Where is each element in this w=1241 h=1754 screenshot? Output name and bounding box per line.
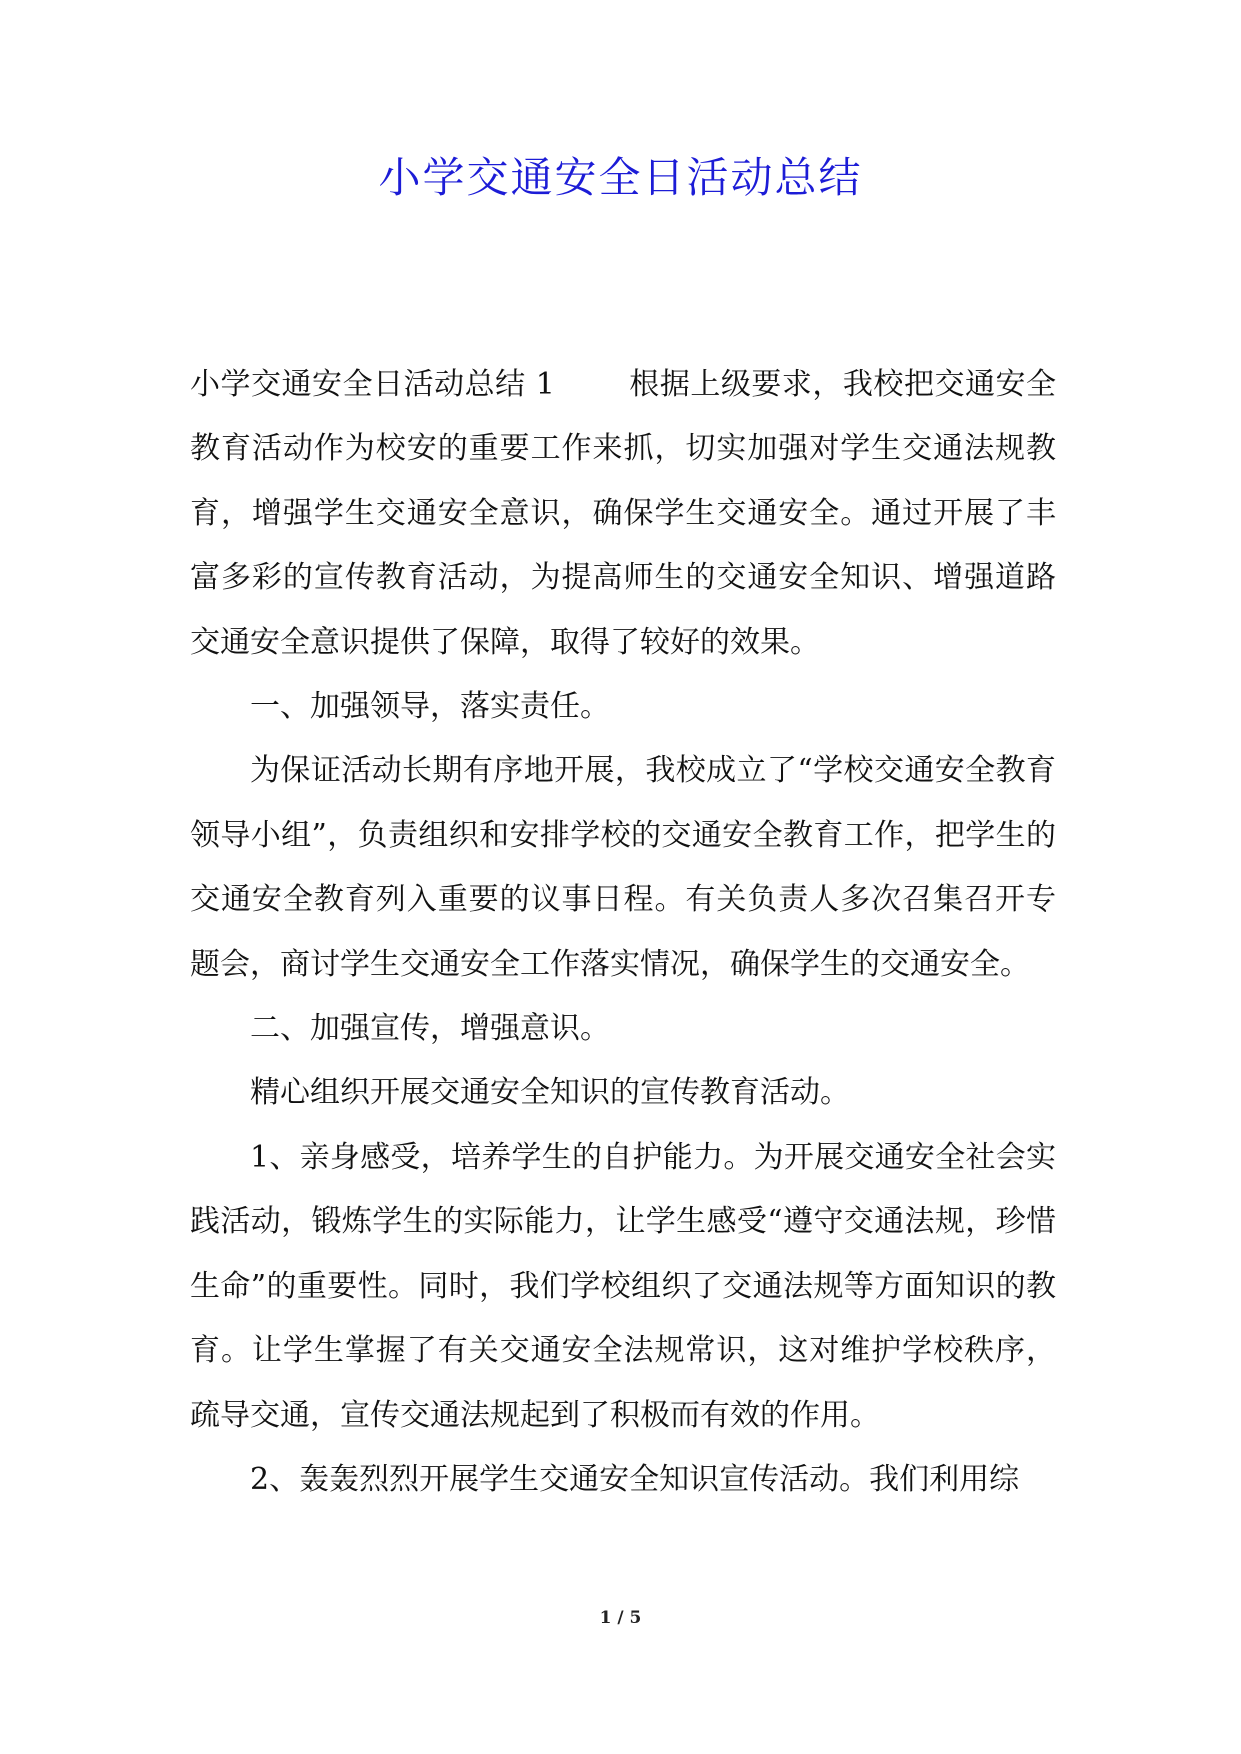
document-title: 小学交通安全日活动总结 (378, 153, 863, 202)
body-paragraph: 精心组织开展交通安全知识的宣传教育活动。 (250, 1075, 850, 1111)
intro-text: 根据上级要求，我校把交通安全教育活动作为校安的重要工作来抓，切实加强对学生交通法规教育，增强学生交通安全意识，确保学生交通安全。通过开展了丰富多彩的宣传教育活动，为提高师生的交通安全知识、增强道路交通安全意识提供了保障，取得了较好的效果。 (190, 367, 1056, 660)
body-paragraph: 1、亲身感受，培养学生的自护能力。为开展交通安全社会实践活动，锻炼学生的实际能力，让学生感受“遵守交通法规，珍惜生命”的重要性。同时，我们学校组织了交通法规等方面知识的教育。让学生掌握了有关交通安全法规常识，这对维护学校秩序，疏导交通，宣传交通法规起到了积极而有效的作用。 (190, 1139, 1056, 1433)
document-body (190, 353, 1056, 1512)
body-paragraph: 2、轰轰烈烈开展学生交通安全知识宣传活动。我们利用综 (250, 1461, 1020, 1497)
inline-heading: 小学交通安全日活动总结 1 (190, 367, 555, 402)
body-paragraph: 为保证活动长期有序地开展，我校成立了“学校交通安全教育领导小组”，负责组织和安排学校的交通安全教育工作，把学生的交通安全教育列入重要的议事日程。有关负责人多次召集召开专题会，商讨学生交通安全工作落实情况，确保学生的交通安全。 (190, 753, 1056, 982)
section-heading-2: 二、加强宣传，增强意识。 (250, 1011, 610, 1047)
intro-paragraph (190, 353, 1056, 675)
page-number: 1 / 5 (599, 1608, 642, 1628)
section-heading-1: 一、加强领导，落实责任。 (250, 689, 610, 725)
